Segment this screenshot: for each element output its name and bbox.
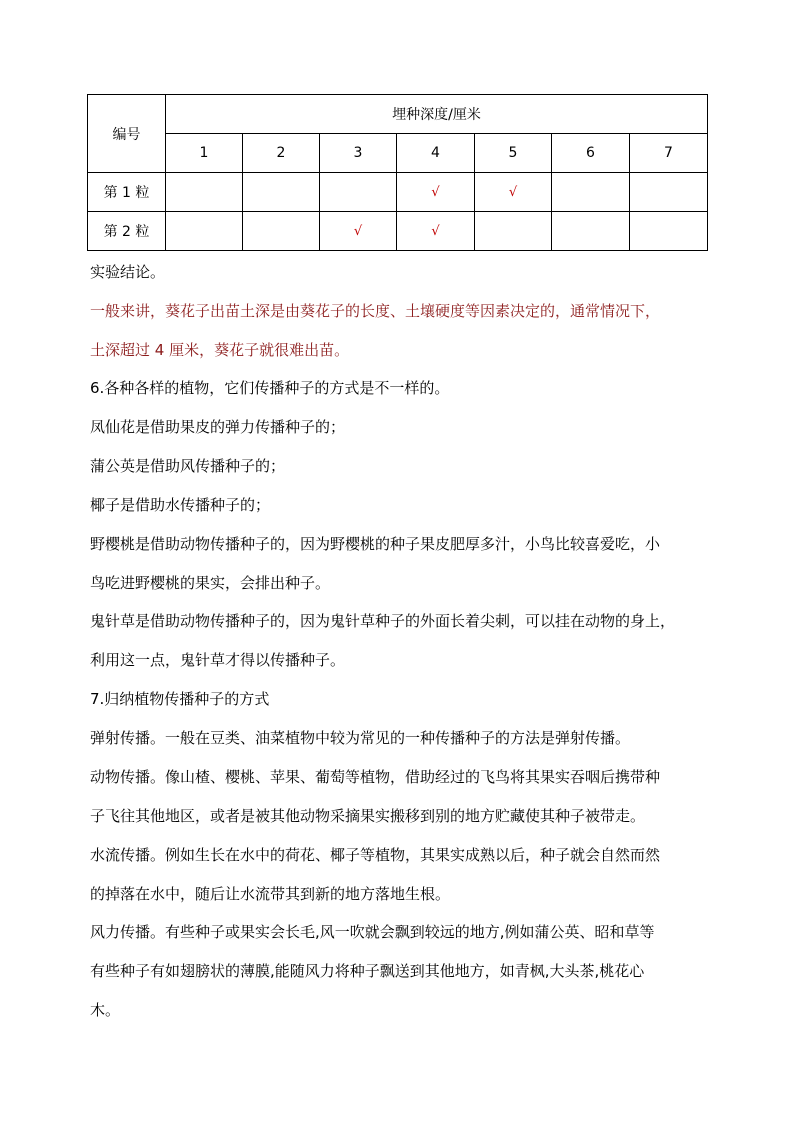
table-row (88, 173, 708, 212)
paragraph-line: 动物传播。像山楂、樱桃、苹果、葡萄等植物，借助经过的飞鸟将其果实吞咽后携带种 (90, 768, 661, 786)
paragraph-line: 凤仙花是借助果皮的弹力传播种子的； (90, 418, 346, 436)
check-cell (320, 173, 397, 212)
check-cell (166, 212, 243, 251)
check-cell: √ (397, 173, 475, 212)
check-cell (630, 212, 708, 251)
paragraph-line: 野樱桃是借助动物传播种子的，因为野樱桃的种子果皮肥厚多汁，小鸟比较喜爱吃，小 (90, 535, 661, 553)
paragraph-line: 蒲公英是借助风传播种子的； (90, 457, 286, 475)
depth-cell: 5 (475, 134, 552, 173)
depth-cell: 3 (320, 134, 397, 173)
header-number: 编号 (88, 95, 166, 173)
paragraph-line: 利用这一点，鬼针草才得以传播种子。 (90, 651, 346, 669)
conclusion-heading: 实验结论。 (90, 263, 166, 281)
check-cell: √ (397, 212, 475, 251)
paragraph-line: 有些种子有如翅膀状的薄膜,能随风力将种子飘送到其他地方，如青枫,大头茶,桃花心 (90, 962, 645, 980)
paragraph-line: 水流传播。例如生长在水中的荷花、椰子等植物，其果实成熟以后，种子就会自然而然 (90, 846, 661, 864)
check-cell (243, 173, 320, 212)
paragraph-line: 椰子是借助水传播种子的； (90, 496, 271, 514)
check-cell (552, 173, 630, 212)
depth-cell: 1 (166, 134, 243, 173)
check-cell: √ (475, 173, 552, 212)
conclusion-line: 一般来讲，葵花子出苗土深是由葵花子的长度、土壤硬度等因素决定的，通常情况下， (90, 302, 661, 320)
paragraph-line: 鸟吃进野樱桃的果实，会排出种子。 (90, 574, 331, 592)
depth-cell: 2 (243, 134, 320, 173)
check-cell (630, 173, 708, 212)
check-cell (552, 212, 630, 251)
header-depth: 埋种深度/厘米 (166, 95, 708, 134)
depth-cell: 6 (552, 134, 630, 173)
section-6-heading: 6.各种各样的植物，它们传播种子的方式是不一样的。 (90, 379, 450, 397)
check-cell (475, 212, 552, 251)
paragraph-line: 风力传播。有些种子或果实会长毛,风一吹就会飘到较远的地方,例如蒲公英、昭和草等 (90, 923, 655, 941)
paragraph-line: 木。 (90, 1001, 121, 1019)
check-cell (166, 173, 243, 212)
row-label: 第 1 粒 (88, 173, 166, 212)
check-cell: √ (320, 212, 397, 251)
conclusion-line: 土深超过 4 厘米，葵花子就很难出苗。 (90, 341, 350, 359)
table-row (88, 212, 708, 251)
experiment-table (87, 94, 708, 251)
depth-cell: 7 (630, 134, 708, 173)
paragraph-line: 弹射传播。一般在豆类、油菜植物中较为常见的一种传播种子的方法是弹射传播。 (90, 729, 631, 747)
paragraph-line: 子飞往其他地区，或者是被其他动物采摘果实搬移到别的地方贮藏使其种子被带走。 (90, 807, 646, 825)
check-cell (243, 212, 320, 251)
section-7-heading: 7.归纳植物传播种子的方式 (90, 690, 270, 708)
depth-cell: 4 (397, 134, 475, 173)
paragraph-line: 的掉落在水中，随后让水流带其到新的地方落地生根。 (90, 885, 451, 903)
paragraph-line: 鬼针草是借助动物传播种子的，因为鬼针草种子的外面长着尖刺，可以挂在动物的身上， (90, 612, 676, 630)
row-label: 第 2 粒 (88, 212, 166, 251)
